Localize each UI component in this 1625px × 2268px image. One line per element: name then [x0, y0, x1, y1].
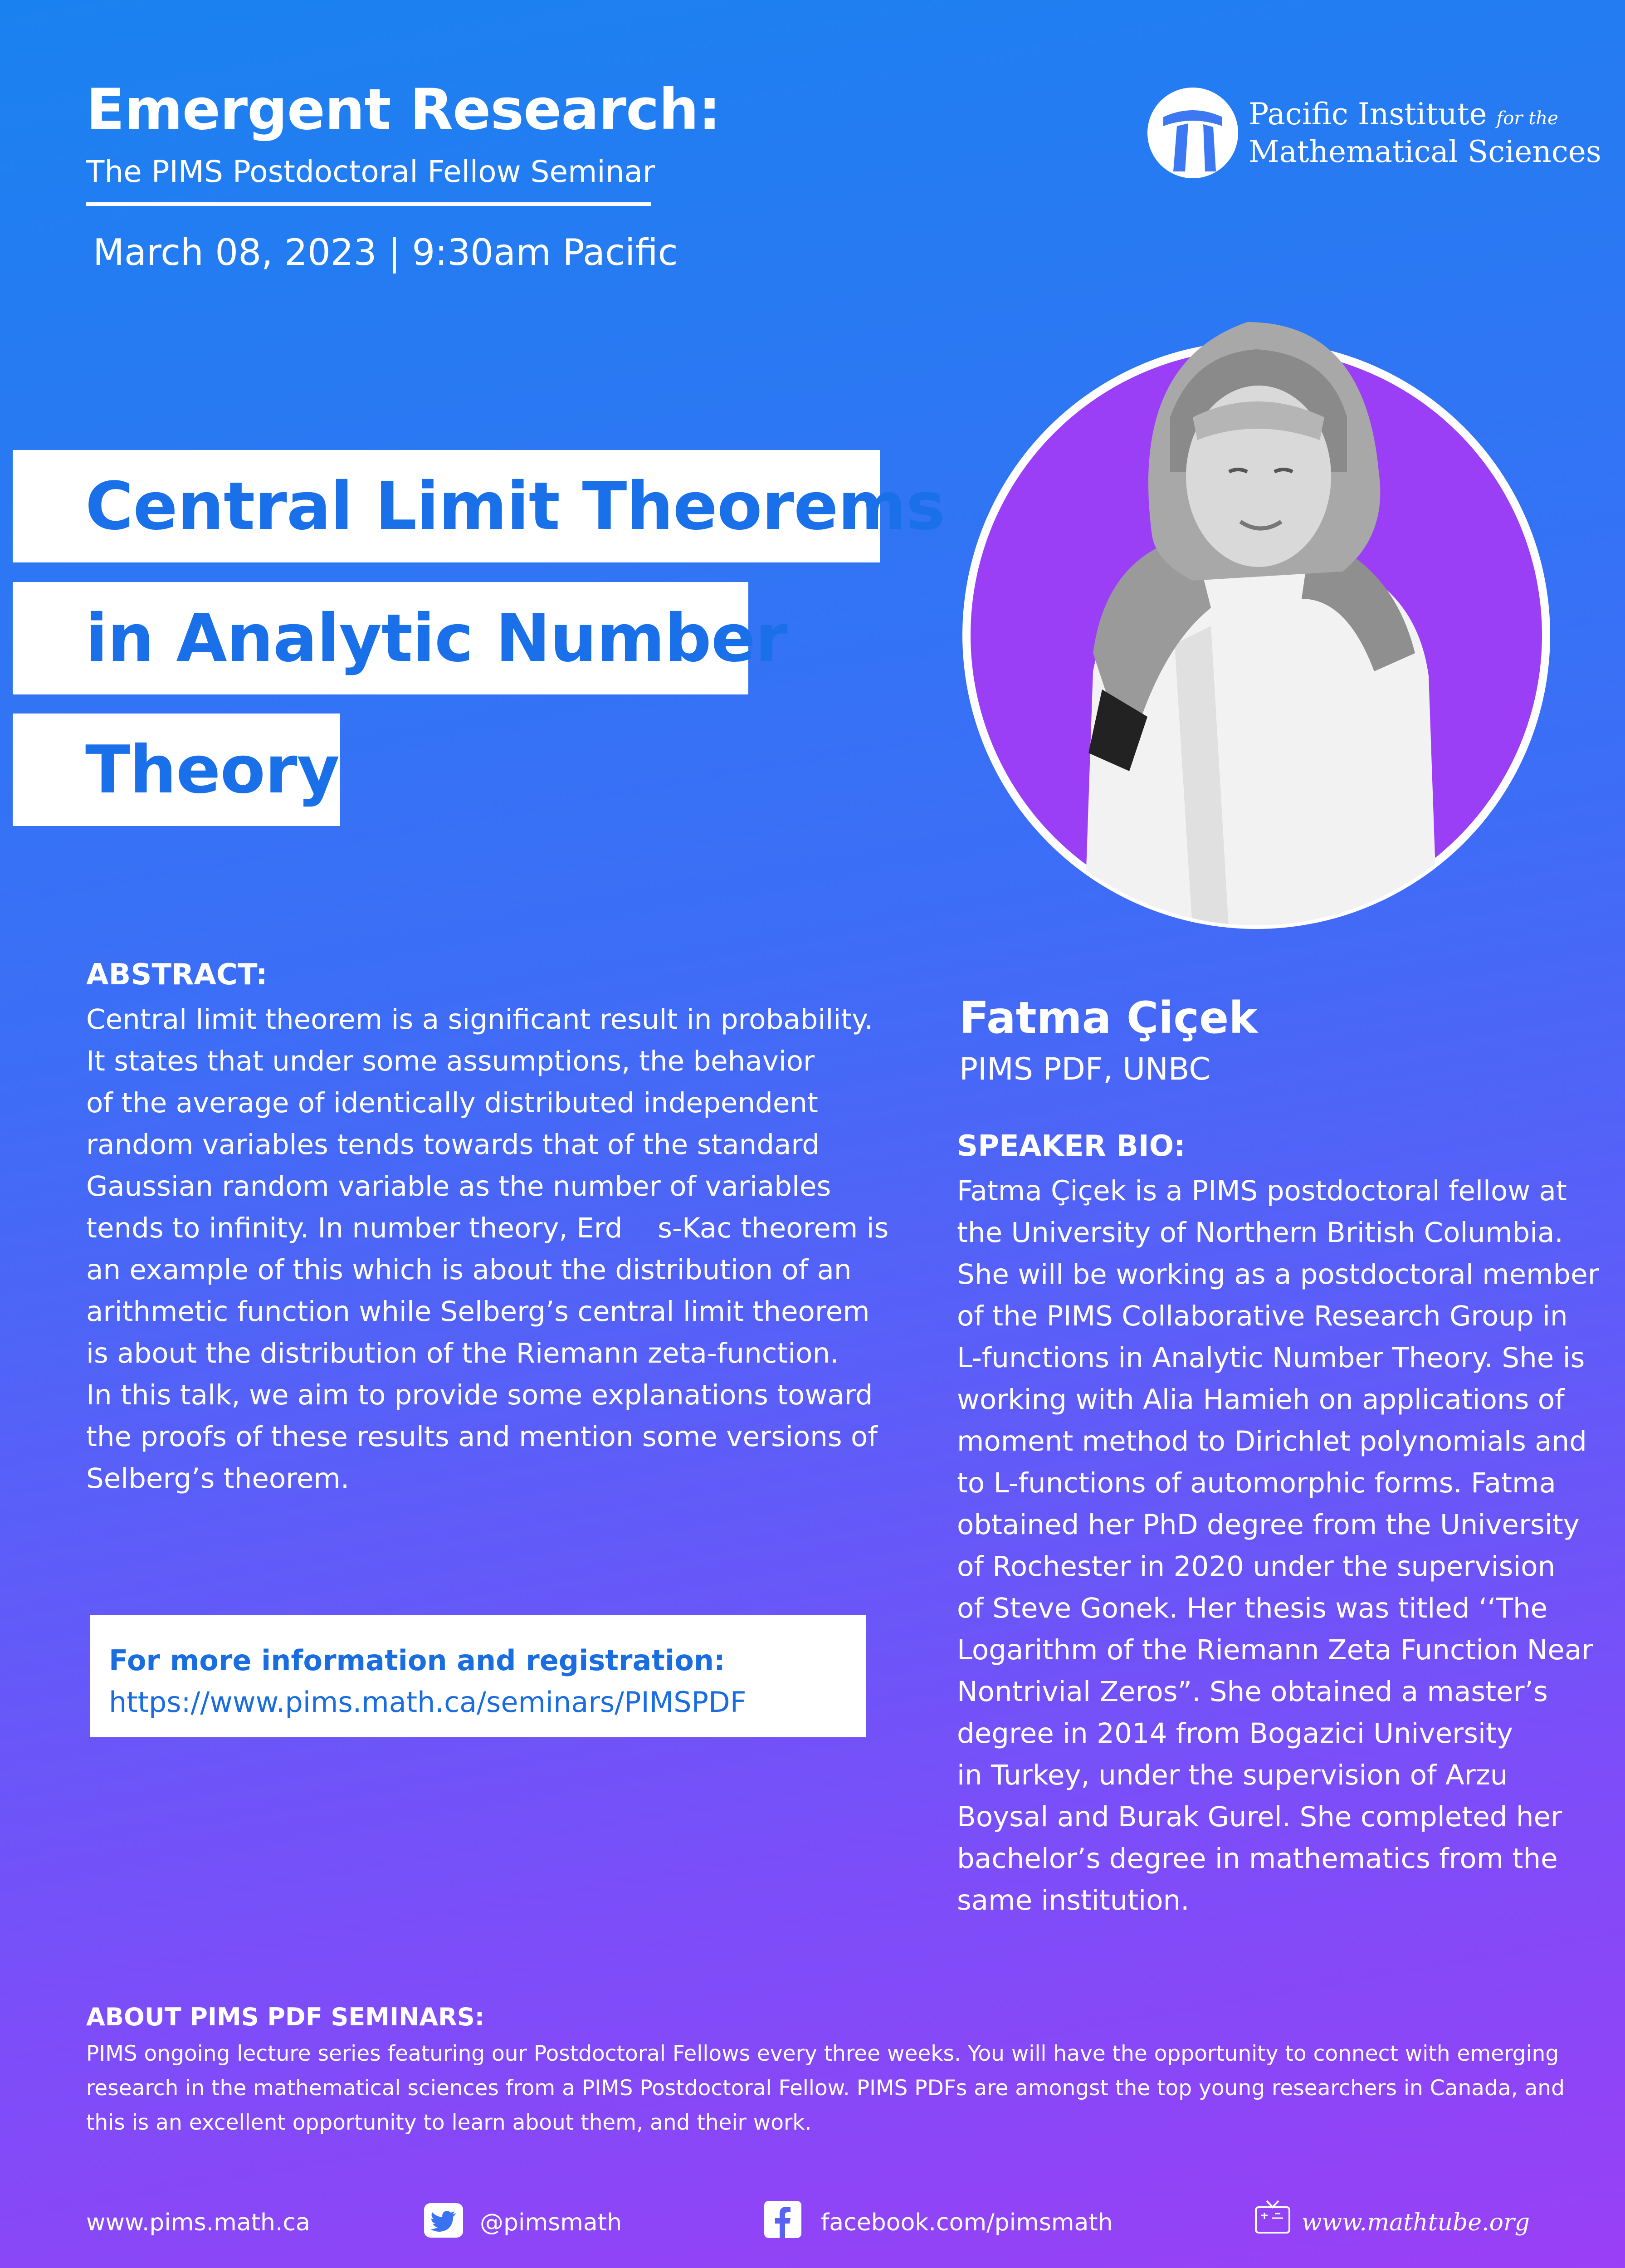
bio-heading: SPEAKER BIO:	[957, 1129, 1186, 1163]
bio-line: Logarithm of the Riemann Zeta Function Near	[957, 1634, 1593, 1666]
bio-line: Boysal and Burak Gurel. She completed her	[957, 1801, 1562, 1833]
bio-line: obtained her PhD degree from the University	[957, 1509, 1580, 1541]
abstract-line: Selberg’s theorem.	[86, 1462, 350, 1495]
pims-pi-mark-icon	[1145, 85, 1240, 181]
abstract-line: Gaussian random variable as the number of variables	[86, 1170, 831, 1202]
footer-website-link[interactable]: www.pims.math.ca	[86, 2209, 310, 2236]
bio-line: the University of Northern British Columbia.	[957, 1217, 1563, 1249]
registration-label: For more information and registration:	[109, 1644, 725, 1677]
footer-twitter-handle[interactable]: @pimsmath	[480, 2209, 622, 2236]
abstract-line: In this talk, we aim to provide some explanations toward	[86, 1379, 873, 1411]
bio-line: of Rochester in 2020 under the supervision	[957, 1550, 1556, 1583]
series-subtitle: The PIMS Postdoctoral Fellow Seminar	[86, 154, 655, 189]
abstract-line: It states that under some assumptions, the behavior	[86, 1045, 815, 1077]
abstract-line: random variables tends towards that of the standard	[86, 1129, 820, 1161]
logo-line-1: Pacific Institute	[1249, 97, 1487, 132]
twitter-icon[interactable]	[424, 2203, 463, 2238]
header-divider	[86, 202, 651, 206]
bio-line: same institution.	[957, 1884, 1190, 1916]
logo-line-2: Mathematical Sciences	[1249, 134, 1601, 169]
mathtube-tv-icon[interactable]	[1254, 2199, 1291, 2236]
abstract-text	[86, 999, 889, 1500]
bio-line: Nontrivial Zeros”. She obtained a master’s	[957, 1676, 1548, 1708]
footer-facebook-link[interactable]: facebook.com/pimsmath	[821, 2209, 1113, 2236]
bio-line: in Turkey, under the supervision of Arzu	[957, 1759, 1508, 1791]
registration-link[interactable]: https://www.pims.math.ca/seminars/PIMSPDF	[109, 1686, 747, 1719]
abstract-line: Central limit theorem is a significant result in probability.	[86, 1003, 873, 1036]
abstract-heading: ABSTRACT:	[86, 958, 268, 992]
about-line: research in the mathematical sciences from a PIMS Postdoctoral Fellow. PIMS PDFs are amongst the top young researchers in Canada, and	[86, 2076, 1565, 2101]
bio-line: of Steve Gonek. Her thesis was titled ‘‘The	[957, 1592, 1548, 1624]
footer-mathtube-link[interactable]: www.mathtube.org	[1302, 2209, 1530, 2236]
bio-line: of the PIMS Collaborative Research Group in	[957, 1300, 1568, 1332]
bio-text	[957, 1170, 1599, 1921]
bio-line: Fatma Çiçek is a PIMS postdoctoral fellow at	[957, 1175, 1567, 1207]
about-line: PIMS ongoing lecture series featuring our Postdoctoral Fellows every three weeks. You will have the opportunity to connect with emerging	[86, 2041, 1559, 2066]
bio-line: degree in 2014 from Bogazici University	[957, 1717, 1513, 1750]
bio-line: to L-functions of automorphic forms. Fatma	[957, 1467, 1556, 1499]
logo-line-1-small: for the	[1496, 108, 1558, 129]
bio-line: bachelor’s degree in mathematics from the	[957, 1843, 1558, 1875]
abstract-line: is about the distribution of the Riemann zeta-function.	[86, 1337, 839, 1369]
about-line: this is an excellent opportunity to learn about them, and their work.	[86, 2110, 812, 2135]
speaker-name: Fatma Çiçek	[959, 992, 1258, 1043]
registration-box	[90, 1615, 866, 1737]
abstract-line: an example of this which is about the distribution of an	[86, 1254, 852, 1286]
abstract-line: the proofs of these results and mention some versions of	[86, 1421, 878, 1453]
talk-title-line-3: Theory	[13, 714, 340, 826]
bio-line: L-functions in Analytic Number Theory. She is	[957, 1342, 1585, 1374]
talk-title-line-1: Central Limit Theorems	[13, 450, 880, 562]
speaker-photo	[957, 281, 1556, 934]
facebook-icon[interactable]	[764, 2201, 801, 2238]
abstract-line: of the average of identically distributed independent	[86, 1087, 818, 1119]
speaker-affiliation: PIMS PDF, UNBC	[959, 1051, 1210, 1087]
abstract-line: tends to infinity. In number theory, Erd s-Kac theorem is	[86, 1212, 889, 1244]
bio-line: working with Alia Hamieh on applications of	[957, 1383, 1565, 1416]
bio-line: She will be working as a postdoctoral member	[957, 1258, 1599, 1290]
series-title: Emergent Research:	[86, 77, 721, 142]
about-text	[86, 2037, 1565, 2140]
talk-title-line-2: in Analytic Number	[13, 582, 748, 694]
abstract-line: arithmetic function while Selberg’s central limit theorem	[86, 1295, 870, 1328]
bio-line: moment method to Dirichlet polynomials and	[957, 1425, 1587, 1457]
logo-text	[1249, 98, 1601, 169]
pims-logo	[1145, 82, 1599, 186]
event-date-time: March 08, 2023 | 9:30am Pacific	[93, 231, 678, 274]
about-heading: ABOUT PIMS PDF SEMINARS:	[86, 2003, 485, 2031]
